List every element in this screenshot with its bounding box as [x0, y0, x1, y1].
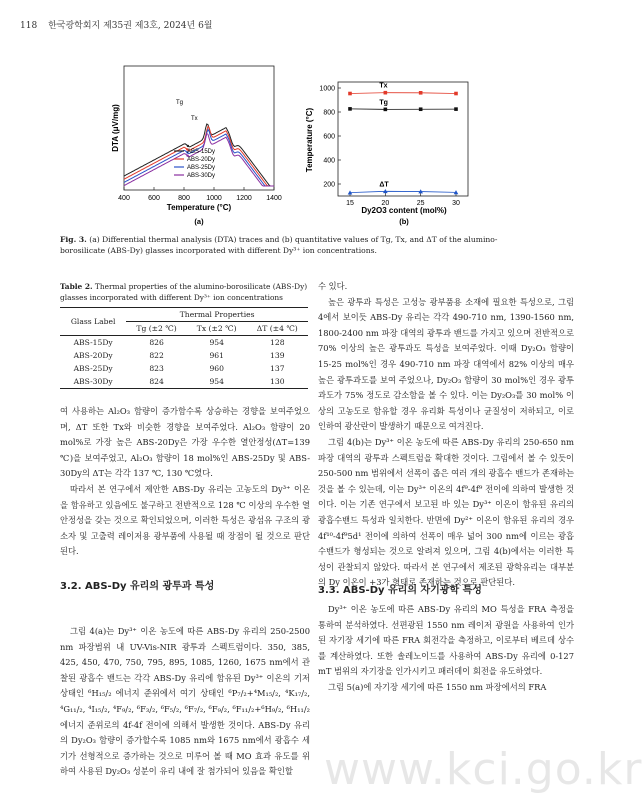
panel-b-label: (b) [399, 217, 409, 226]
cell: 954 [209, 338, 224, 347]
dta-x-ticks [118, 187, 282, 202]
left-column-text [60, 404, 310, 560]
y-tick-label: 800 [323, 109, 335, 117]
paragraph: 수 있다. [318, 281, 348, 291]
col-group-thermal: Thermal Properties [126, 308, 308, 322]
cell: 128 [270, 338, 285, 347]
data-point [454, 92, 458, 96]
tv-xlabel: Dy2O3 content (mol%) [361, 206, 447, 215]
series-label: Tg [379, 99, 388, 107]
col-tg: Tg (±2 ℃) [126, 322, 187, 336]
thermal-values-chart [300, 58, 490, 228]
tg-marker [187, 145, 189, 147]
right-column-text [318, 279, 574, 591]
section-heading: 3.2. ABS-Dy 유리의 광투과 특성 [60, 581, 215, 592]
cell: 824 [126, 375, 187, 389]
left-column-text-2 [60, 624, 310, 780]
cell: ABS-30Dy [60, 375, 126, 389]
cell: 954 [187, 375, 247, 389]
annot-tg: Tg [176, 100, 184, 106]
cell: ABS-25Dy [73, 364, 113, 373]
table-row [60, 349, 308, 362]
col-dt: ΔT (±4 ℃) [247, 322, 308, 336]
tv-ylabel: Temperature (°C) [305, 107, 314, 173]
dta-xlabel: Temperature (°C) [166, 203, 232, 212]
cell: 826 [149, 338, 164, 347]
series-line-0 [350, 93, 456, 94]
y-tick-label: 1000 [319, 85, 335, 93]
table-caption-label: Table 2. [60, 282, 93, 291]
x-tick-label: 600 [148, 195, 160, 202]
table-caption [60, 281, 308, 303]
cell: 960 [209, 364, 224, 373]
figure-caption-text: (a) Differential thermal analysis (DTA) traces and (b) quantitative values of Tg, Tx, and ΔT of the alumino-borosilicate (ABS-Dy) glasses incorporated with different Dy³⁺ ion concentrations. [60, 235, 498, 255]
cell: ABS-20Dy [73, 351, 113, 360]
cell: 822 [149, 351, 164, 360]
x-tick-label: 1400 [266, 195, 282, 202]
dta-legend [174, 149, 215, 179]
table-row [60, 362, 308, 375]
y-tick-label: 200 [323, 181, 335, 189]
data-point [348, 107, 352, 111]
legend-label: ABS-20Dy [187, 157, 216, 163]
tv-ticks [319, 86, 460, 208]
cell: 137 [270, 364, 285, 373]
x-tick-label: 800 [178, 195, 190, 202]
dta-ylabel: DTA (μV/mg) [111, 104, 120, 152]
paragraph: 그림 4(b)는 Dy³⁺ 이온 농도에 따른 ABS-Dy 유리의 250-650 nm 파장 대역의 광투과 스펙트럼을 확대한 것이다. 그림에서 볼 수 있듯이 250-500 nm 범위에서 선폭이 좁은 여러 개의 광흡수 밴드가 존재하는 것을 볼 수 있는데, 이는 Dy³⁺ 이온의 4f⁹-4f⁹ 전이에 의하여 발생한 것이다. 이는 기존 연구에서 보고된 바 있는 Dy³⁺ 이온이 함유된 유리의 광흡수밴드 특성과 일치한다. 반면에 Dy²⁺ 이온이 함유된 유리의 경우 4f¹⁰-4f⁹5d¹ 전이에 의하여 선폭이 매우 넓어 300 nm에 이르는 광흡수밴드가 형성되는 것으로 알려져 있으며, 그림 4(b)에서는 이러한 특성이 관찰되지 않았다. 따라서 본 연구에서 제조된 광학유리는 대부분의 Dy 이온이 +3가 형태로 존재하는 것으로 판단된다. [318, 436, 574, 588]
figure-caption [60, 234, 530, 256]
cell: 130 [247, 375, 308, 389]
paragraph: 그림 4(a)는 Dy³⁺ 이온 농도에 따른 ABS-Dy 유리의 250-2500 nm 파장범위 내 UV-Vis-NIR 광투과 스펙트럼이다. 350, 385, 425, 450, 470, 750, 795, 895, 1085, 1260, 1675 nm에서 관찰된 광흡수 밴드는 각각 ABS-Dy 유리에 함유된 Dy³⁺ 이온의 기저 상태인 ⁶H₁₅/₂ 에너지 준위에서 여기 상태인 ⁶P₇/₂+⁴M₁₅/₂, ⁴K₁₇/₂, ⁴G₁₁/₂, ⁴I₁₅/₂, ⁴F₉/₂, ⁶F₃/₂, ⁶F₅/₂, ⁶F₇/₂, ⁶F₉/₂, ⁶F₁₁/₂+⁶H₉/₂, ⁶H₁₁/₂ 에너지 준위로의 4f-4f 전이에 의해서 발생한 것이다. ABS-Dy 유리의 Dy₂O₃ 함량이 증가할수록 1085 nm와 1675 nm에서 광흡수 세기가 선형적으로 증가하는 것으로 미루어 볼 때 MO 효과 유도를 위하여 사용된 Dy₂O₃ 성분이 유리 내에 잘 첨가되어 있음을 확인할 [60, 626, 310, 777]
tv-series [348, 83, 459, 195]
cell: 139 [270, 351, 285, 360]
data-point [419, 91, 423, 95]
paragraph: Dy³⁺ 이온 농도에 따른 ABS-Dy 유리의 MO 특성을 FRA 측정을 통하여 분석하였다. 선편광된 1550 nm 레이저 광원을 사용하여 인가된 자기장 세기에 따른 FRA 회전각을 측정하고, 이로부터 베르데 상수를 계산하였다. 또한 솔레노이드를 사용하여 ABS-Dy 유리에 0-127 mT 범위의 자기장을 인가시키고 패러데이 회전을 유도하였다. [318, 604, 574, 677]
x-tick-label: 25 [416, 200, 425, 207]
section-heading: 3.3. ABS-Dy 유리의 자기광학 특성 [318, 585, 482, 596]
paragraph: 따라서 본 연구에서 제안한 ABS-Dy 유리는 고농도의 Dy³⁺ 이온을 함유하고 있음에도 불구하고 전반적으로 128 ℃ 이상의 우수한 열안정성을 갖는 것으로 확인되었으며, 이러한 특성은 광섬유 구조의 광소자 및 고출력 레이저용 광부품에 사용될 때 장점이 될 것으로 판단된다. [60, 483, 310, 557]
x-tick-label: 20 [381, 200, 390, 207]
x-tick-label: 1200 [236, 195, 252, 202]
x-tick-label: 30 [452, 200, 460, 207]
col-glass-label: Glass Label [60, 308, 126, 336]
x-tick-label: 15 [346, 200, 354, 207]
data-point [454, 107, 458, 111]
table-row [60, 336, 308, 350]
tv-plot-frame [338, 82, 468, 196]
dta-chart [88, 58, 288, 228]
thermal-properties-table [60, 307, 308, 389]
legend-label: ABS-30Dy [187, 173, 216, 179]
legend-label: ABS-25Dy [187, 165, 216, 171]
legend-label: ABS-15Dy [187, 149, 216, 155]
data-point [384, 108, 388, 112]
annot-tx: Tx [191, 116, 198, 122]
page-number: 118 [20, 21, 38, 31]
x-tick-label: 400 [118, 195, 130, 202]
panel-a-label: (a) [194, 217, 204, 226]
table-caption-text: Thermal properties of the alumino-borosilicate (ABS-Dy) glasses incorporated with different Dy³⁺ ion concentrations [60, 282, 308, 302]
series-line-2 [350, 191, 456, 192]
cell: 961 [209, 351, 224, 360]
paragraph: 높은 광투과 특성은 고성능 광부품용 소재에 필요한 특성으로, 그림 4에서 보이듯 ABS-Dy 유리는 각각 490-710 nm, 1390-1560 nm, 1800-2400 nm 파장 대역의 광투과 밴드를 가지고 있으며 전반적으로 70% 이상의 높은 광투과도 특성을 보여주었다. 이때 Dy₂O₃ 함량이 15-25 mol%인 경우 490-710 nm 파장 대역에서 82% 이상의 매우 높은 광투과도를 보여 주었으나, Dy₂O₃ 함량이 30 mol%인 경우 광투과도가 75% 정도로 감소함을 볼 수 있다. 이는 Dy₂O₃를 30 mol% 이상의 고농도로 함유할 경우 유리화 특성이나 균질성이 저하되고, 이로 인하여 광산란이 발생하기 때문으로 여겨진다. [318, 296, 574, 432]
watermark: www.kci.go.kr [324, 744, 642, 795]
col-tx: Tx (±2 ℃) [187, 322, 247, 336]
data-point [348, 92, 352, 96]
x-tick-label: 1000 [206, 195, 222, 202]
right-column-text-2 [318, 602, 574, 696]
table-row [60, 375, 308, 389]
data-point [384, 91, 388, 95]
paragraph: 여 사용하는 Al₂O₃ 함량이 증가함수록 상승하는 경향을 보여주었으며, ΔT 또한 Tx와 비슷한 경향을 보여주었다. Al₂O₃ 함량이 20 mol%로 가장 높은 ABS-20Dy은 가장 우수한 열안정성(ΔT=139 ℃)을 보여주었고, Al₂O₃ 함량이 18 mol%인 ABS-25Dy 및 ABS-30Dy의 ΔT는 각각 137 ℃, 130 ℃였다. [60, 406, 310, 479]
figure-caption-label: Fig. 3. [60, 235, 87, 244]
y-tick-label: 400 [323, 157, 335, 165]
paragraph: 그림 5(a)에 자기장 세기에 따른 1550 nm 파장에서의 FRA [328, 681, 547, 692]
data-point [419, 107, 423, 111]
running-header [20, 18, 221, 31]
journal-name: 한국광학회지 제35권 제3호, 2024년 6월 [48, 21, 213, 31]
cell: ABS-15Dy [73, 338, 113, 347]
series-label: ΔT [379, 181, 389, 189]
cell: 823 [149, 364, 164, 373]
series-label: Tx [379, 82, 388, 90]
y-tick-label: 600 [323, 133, 335, 141]
